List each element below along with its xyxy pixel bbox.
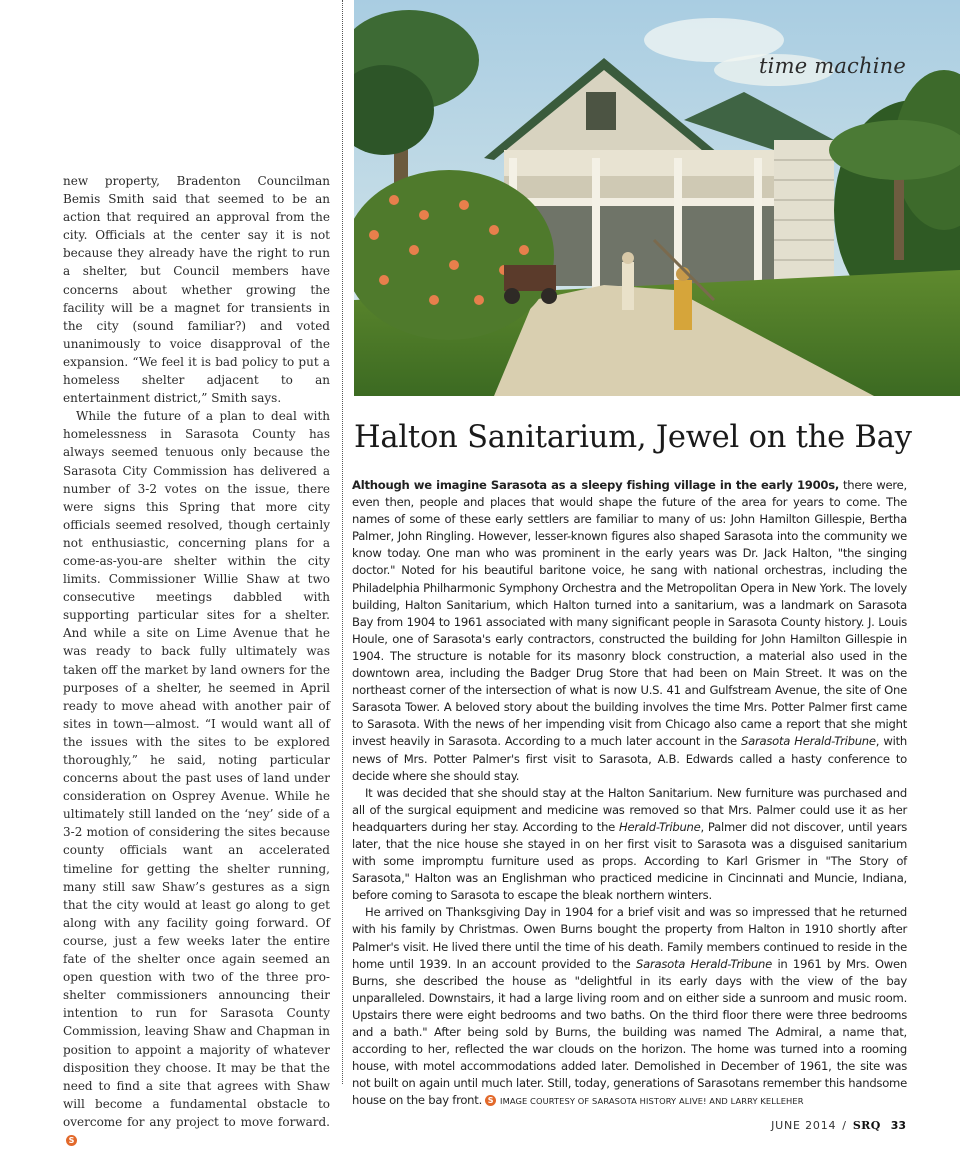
end-mark-icon: S [66,1135,77,1146]
end-mark-icon: S [485,1095,496,1106]
article-body [352,477,907,1110]
article-p3-newspaper: Sarasota Herald-Tribune [635,956,773,971]
article-headline: Halton Sanitarium, Jewel on the Bay [354,420,912,455]
left-paragraph-2-text: While the future of a plan to deal with homelessness in Sarasota County has always seemed tenuous only because the Sarasota City Commission has delivered a number of 3-2 votes on the issue, there were signs this Spring that more city officials seemed resolved, though certainly not enthusiastic, concerning plans for a come-as-you-are shelter within the city limits. Commissioner Willie Shaw at two consecutive meetings dabbled with supporting particular sites for a shelter. And while a site on Lime Avenue that he was ready to back fully ultimately was taken off the market by land owners for the purposes of a shelter, he seemed in April ready to move ahead with another pair of sites in town—almost. “I would want all of the issues with the sites to be explored thoroughly,” he said, noting particular concerns about the past uses of land under consideration on Osprey Avenue. While he ultimately still landed on the ‘ney’ side of a 3-2 motion of considering the sites because county officials want an accelerated timeline for getting the shelter running, many still saw Shaw’s gestures as a sign that the city would at least go along to get along with any facility going forward. Of course, just a few weeks later the entire fate of the shelter once again seemed an open question with two of the three pro-shelter commissioners announcing their intention to run for Sarasota County Commission, leaving Shaw and Chapman in position to appoint a majority of whatever disposition they choose. It may be that the need to find a site that agrees with Shaw will become a fundamental obstacle to overcome for any project to move forward. [63,409,330,1129]
article-p2-text-b: , Palmer did not discover, until years later, that the nice house she stayed in on her first visit to Sarasota was a disguised sanitarium with some impromptu furniture used as props. According to Karl Grismer in "The Story of Sarasota," Halton was an Englishman who practiced medicine in Cincinnati and Muncie, Indiana, before coming to Sarasota to escape the bleak northern winters. [352,819,907,903]
footer-separator: / [842,1119,847,1132]
article-paragraph-3 [352,904,907,1110]
article-p2-text-a: It was decided that she should stay at the Halton Sanitarium. New furniture was purchased and all of the surgical equipment and medicine was removed so that Mrs. Palmer could use it as her headquarters during her stay. According to the [352,785,907,834]
article-p3-text-a: He arrived on Thanksgiving Day in 1904 for a brief visit and was so impressed that he returned with his family by Christmas. Owen Burns bought the property from Halton in 1910 shortly after Palmer's visit. He lived there until the time of his death. Family members continued to reside in the home until 1939. In an account provided to the [352,905,907,971]
left-paragraph-2 [63,407,330,1149]
page-number: 33 [890,1119,906,1132]
article-paragraph-1 [352,477,907,785]
article-paragraph-2 [352,785,907,905]
page-footer [771,1119,906,1132]
left-paragraph-1: new property, Bradenton Councilman Bemis Smith said that seemed to be an action that required an approval from the city. Officials at the center say it is not because they already have the right to run a shelter, but Council members have concerns about whether growing the facility will be a magnet for transients in the city (sound familiar?) and voted unanimously to voice disapproval of the expansion. “We feel it is bad policy to put a homeless shelter adjacent to an entertainment district,” Smith says. [63,174,330,406]
column-divider [342,0,343,1084]
image-credit: IMAGE COURTESY OF SARASOTA HISTORY ALIVE! AND LARRY KELLEHER [500,1096,804,1107]
left-column-text [63,172,330,1149]
magazine-name: SRQ [852,1119,881,1132]
article-lead: Although we imagine Sarasota as a sleepy fishing village in the early 1900s, [352,478,840,492]
article-p1-text-b: , with news of Mrs. Potter Palmer's first visit to Sarasota, A.B. Edwards called a hasty conference to decide where she should stay. [352,734,907,783]
section-label: time machine [759,54,906,78]
article-p2-newspaper: Herald-Tribune [619,819,701,834]
article-p3-text-b: in 1961 by Mrs. Owen Burns, she described the house as "delightful in its early days with the view of the bay unparalleled. Downstairs, it had a large living room and on either side a sunroom and music room. Upstairs there were eight bedrooms and two baths. On the third floor there were three bedrooms and a bath." After being sold by Burns, the building was named The Admiral, a name that, according to her, reflected the war clouds on the horizon. The home was turned into a rooming house, with motel accommodations added later. Demolished in December of 1961, the site was not built on again until much later. Still, today, generations of Sarasotans remember this handsome house on the bay front. [352,956,907,1108]
article-p1-text-a: there were, even then, people and places that would shape the future of the area for years to come. The names of some of these early settlers are familiar to many of us: John Hamilton Gillespie, Bertha Palmer, John Ringling. However, lesser-known figures also shaped Sarasota into the community we know today. One man who was prominent in the early years was Dr. Jack Halton, "the singing doctor." Noted for his beautiful baritone voice, he sang with national orchestras, including the Philadelphia Philharmonic Symphony Orchestra and the Metropolitan Opera in New York. The lovely building, Halton Sanitarium, which Halton turned into a sanitarium, was a landmark on Sarasota Bay from 1904 to 1961 associated with many significant people in Sarasota County history. J. Louis Houle, one of Sarasota's early contractors, constructed the building for John Hamilton Gillespie in 1904. The structure is notable for its masonry block construction, a material also used in the downtown area, including the Badger Drug Store that had been on Main Street. It was on the northeast corner of the intersection of what is now U.S. 41 and Gulfstream Avenue, the site of One Sarasota Tower. A beloved story about the building involves the time Mrs. Potter Palmer first came to Sarasota. With the news of her impending visit from Chicago also came a report that she might invest heavily in Sarasota. According to a much later account in the [352,478,907,749]
issue-date: JUNE 2014 [771,1119,837,1132]
article-p1-newspaper: Sarasota Herald-Tribune [741,734,876,749]
